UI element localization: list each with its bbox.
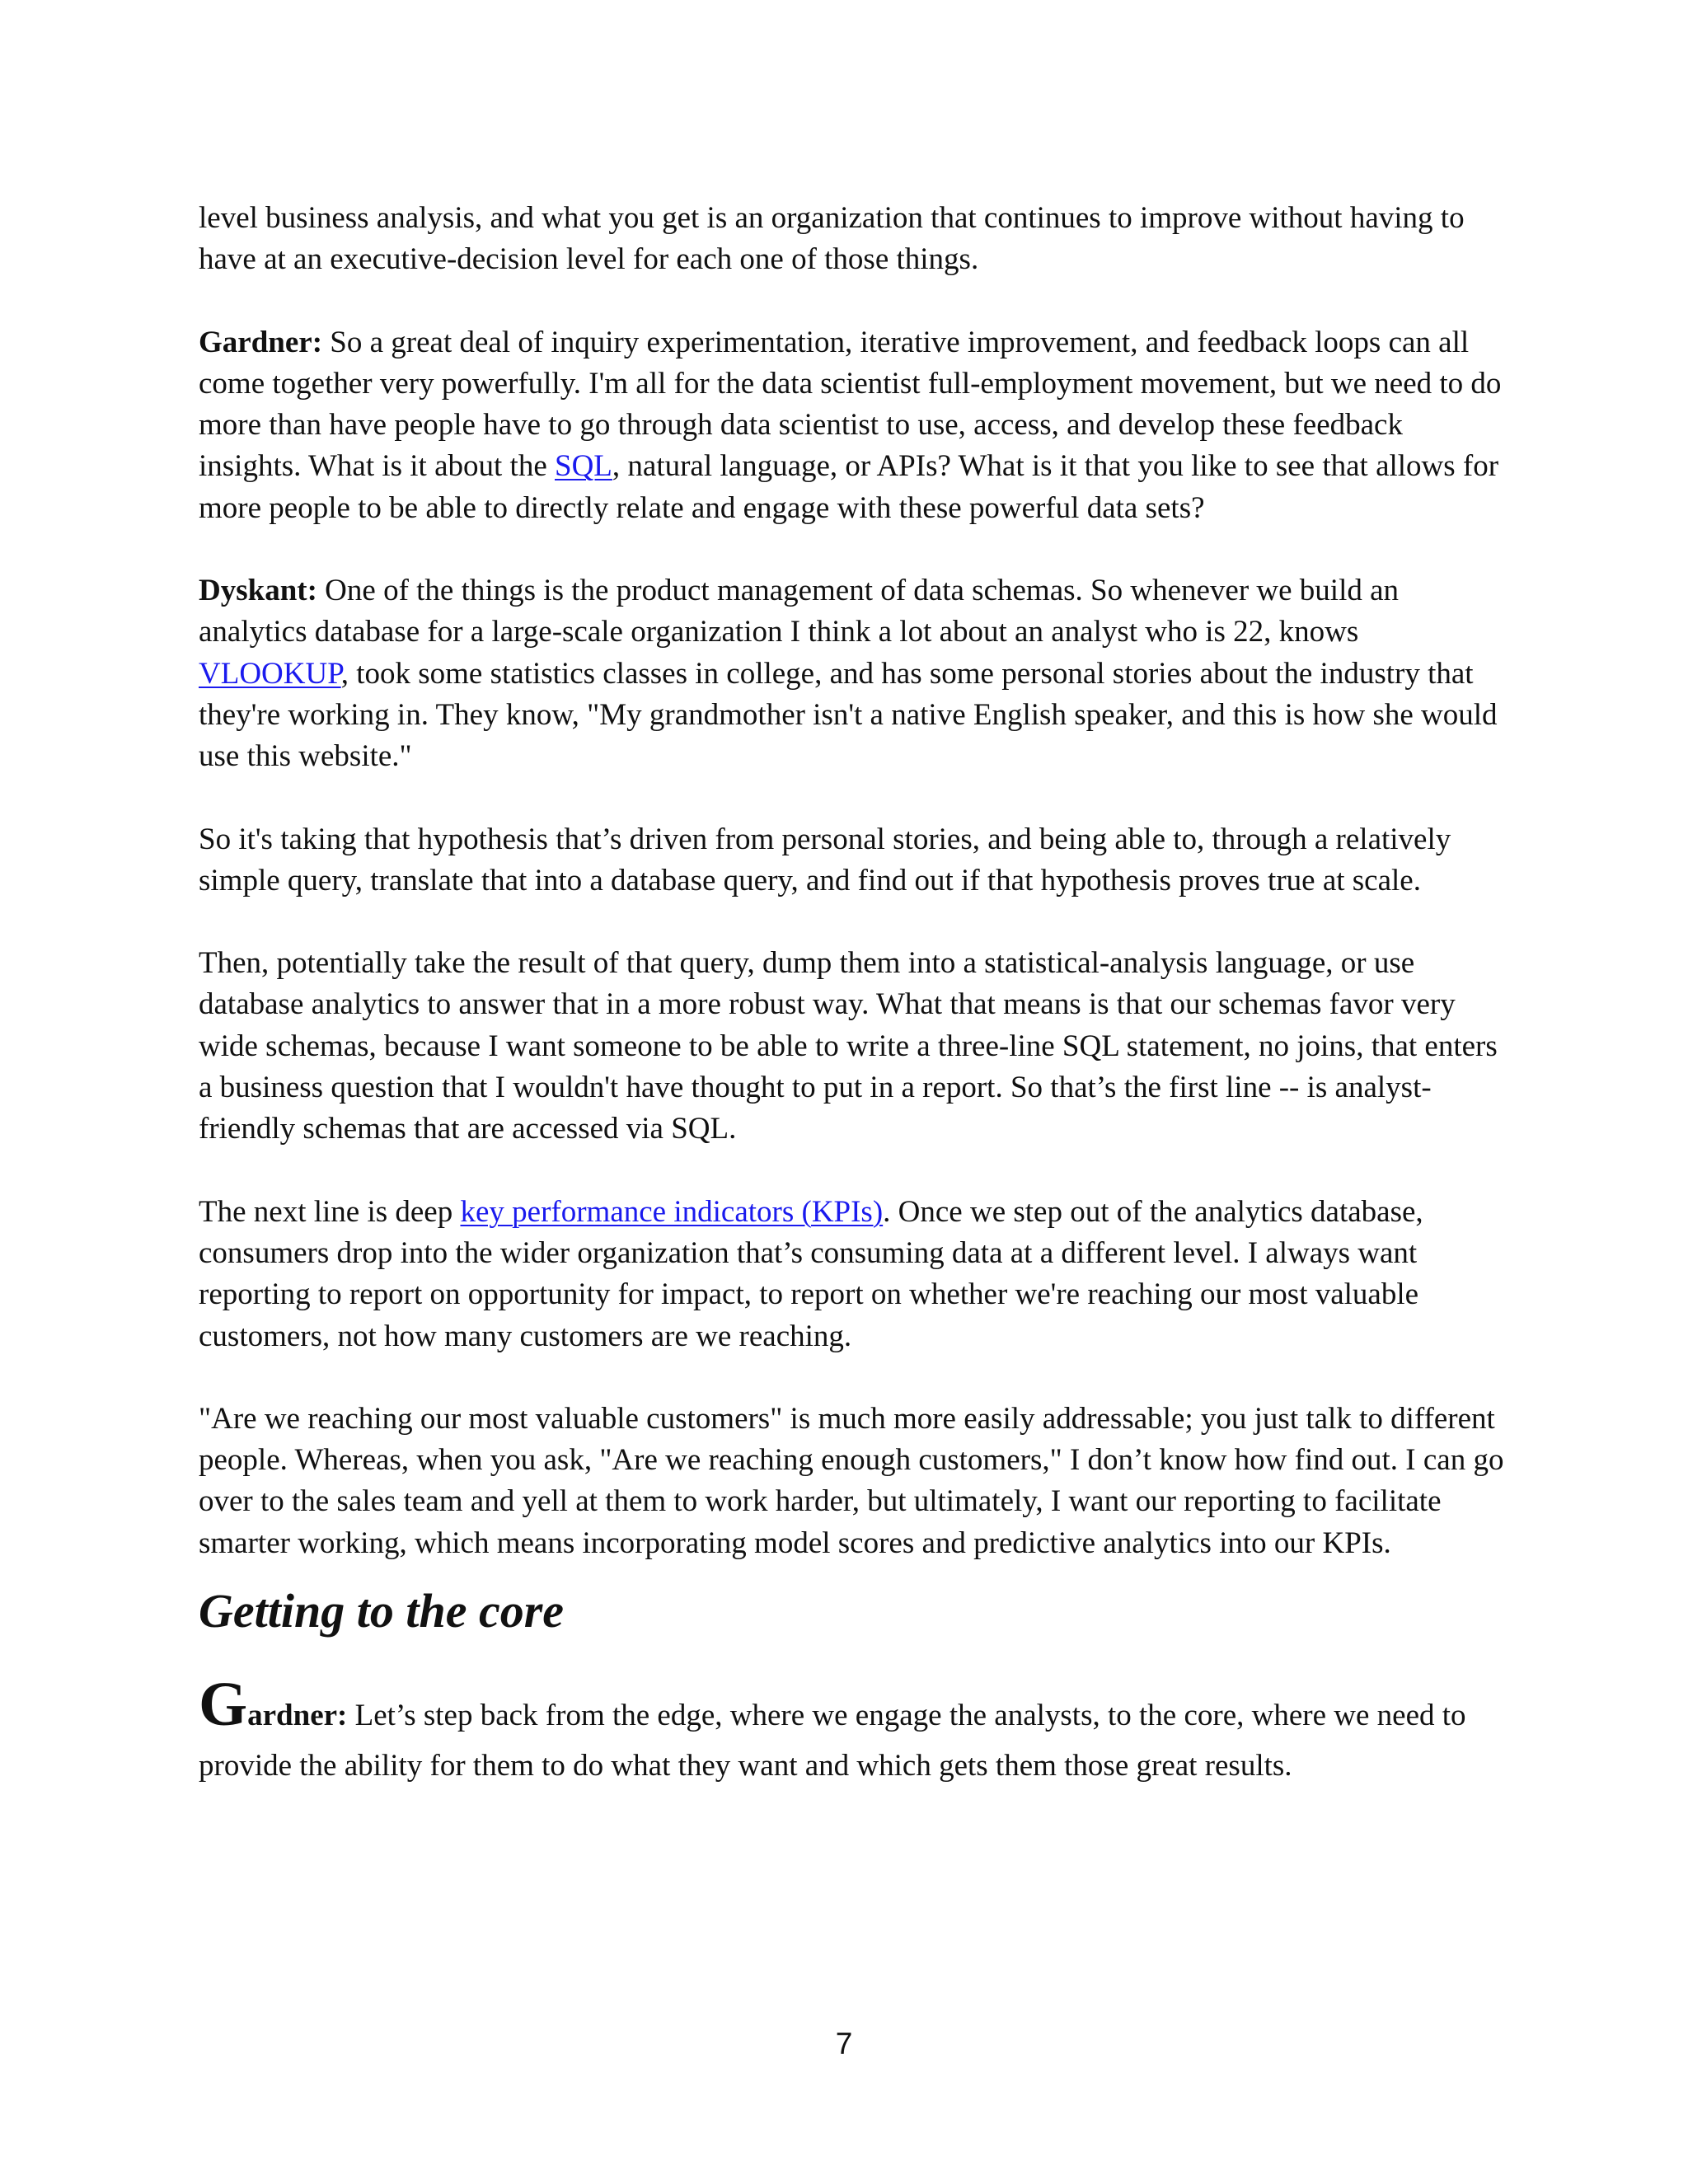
paragraph-text: The next line is deep (199, 1194, 461, 1229)
paragraph-kpis (199, 1192, 1505, 1357)
paragraph-intro-continuation (199, 198, 1505, 281)
dropcap-letter: G (199, 1670, 248, 1740)
paragraph-text: Let’s step back from the edge, where we engage the analysts, to the core, where we need to provide the ability for them to do what they want and which gets them those great results. (199, 1699, 1466, 1783)
speaker-name: Gardner: (199, 325, 323, 359)
paragraph-text: , natural language, or APIs? What is it that you like to see that allows for more people to be able to directly relate and engage with these powerful data sets? (199, 449, 1499, 525)
speaker-name: ardner: (247, 1699, 348, 1733)
paragraph-text: One of the things is the product management of data schemas. So whenever we build an analytics database for a large-scale organization I think a lot about an analyst who is 22, knows (199, 574, 1400, 649)
paragraph-schemas (199, 943, 1505, 1150)
paragraph-gardner-core (199, 1670, 1505, 1787)
paragraph-text: "Are we reaching our most valuable customers" is much more easily addressable; you just talk to different people. Whereas, when you ask, "Are we reaching enough customers," I don’t know how find out. I can go over to the sales team and yell at them to work harder, but ultimately, I want our reporting to facilitate smarter working, which means incorporating model scores and predictive analytics into our KPIs. (199, 1401, 1504, 1560)
sql-link[interactable]: SQL (555, 449, 612, 484)
document-page (199, 198, 1505, 1787)
paragraph-text: level business analysis, and what you get is an organization that continues to improve without having to have at an executive-decision level for each one of those things. (199, 201, 1465, 277)
paragraph-text: . Once we step out of the analytics database, consumers drop into the wider organization that’s consuming data at a different level. I always want reporting to report on opportunity for impact, to report on whether we're reaching our most valuable customers, not how many customers are we reaching. (199, 1194, 1423, 1353)
page-number: 7 (835, 2027, 853, 2060)
paragraph-text: , took some statistics classes in college, and has some personal stories about the industry that they're working in. They know, "My grandmother isn't a native English speaker, and this is how she would use this website." (199, 656, 1498, 774)
dropcap-line (199, 1670, 348, 1740)
paragraph-dyskant-answer (199, 570, 1505, 777)
paragraph-text: So a great deal of inquiry experimentation, iterative improvement, and feedback loops can all come together very powerfully. I'm all for the data scientist full-employment movement, but we need to do more than have people have to go through data scientist to use, access, and develop these feedback insights. What is it about the (199, 325, 1502, 484)
vlookup-link[interactable]: VLOOKUP (199, 656, 341, 691)
paragraph-hypothesis (199, 819, 1505, 902)
paragraph-text: So it's taking that hypothesis that’s driven from personal stories, and being able to, through a relatively simple query, translate that into a database query, and find out if that hypothesis proves true at scale. (199, 822, 1451, 898)
section-heading: Getting to the core (199, 1584, 565, 1638)
speaker-name: Dyskant: (199, 574, 317, 608)
paragraph-valuable-customers (199, 1399, 1505, 1564)
paragraph-text: Then, potentially take the result of that query, dump them into a statistical-analysis language, or use database analytics to answer that in a more robust way. What that means is that our schemas favor very wide schemas, because I want someone to be able to write a three-line SQL statement, no joins, that enters a business question that I wouldn't have thought to put in a report. So that’s the first line -- is analyst-friendly schemas that are accessed via SQL. (199, 946, 1498, 1146)
paragraph-gardner-question (199, 322, 1505, 529)
kpi-link[interactable]: key performance indicators (KPIs) (460, 1194, 884, 1229)
